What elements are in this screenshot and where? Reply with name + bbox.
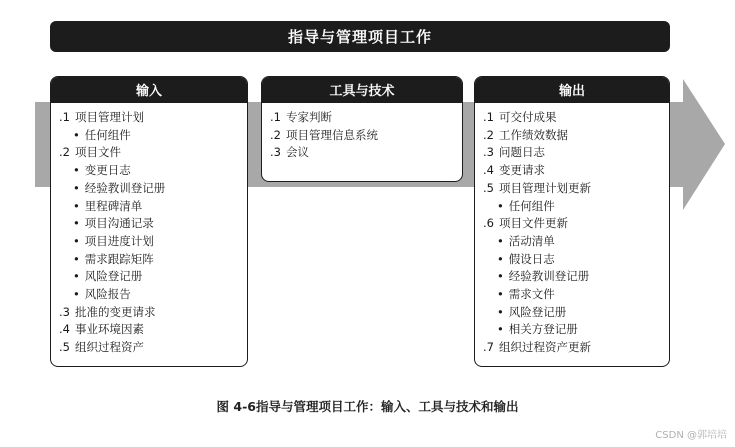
item-number: .3: [270, 145, 281, 160]
list-item: [483, 180, 669, 198]
outputs-header: 输出: [474, 76, 670, 103]
item-number: .1: [270, 110, 281, 124]
sub-list-item: [59, 198, 247, 216]
sub-list-item: [483, 268, 669, 286]
sub-list-item: [59, 286, 247, 304]
item-text: 组织过程资产: [75, 340, 144, 355]
list-item: [59, 144, 247, 162]
sub-list-item: [483, 304, 669, 322]
sub-list-item: [483, 321, 669, 339]
sub-list-item: [483, 251, 669, 269]
item-number: .1: [483, 110, 494, 124]
sub-item-text: 任何组件: [84, 127, 131, 142]
sub-item-text: 任何组件: [508, 198, 555, 213]
inputs-list: [51, 103, 247, 357]
item-number: .2: [59, 145, 70, 160]
item-number: .3: [59, 304, 70, 319]
outputs-panel: [474, 76, 670, 367]
list-item: [483, 339, 669, 357]
outputs-list: [475, 103, 669, 357]
sub-item-text: 风险登记册: [508, 304, 567, 319]
item-number: .4: [483, 163, 494, 178]
sub-item-text: 活动清单: [508, 233, 555, 248]
list-item: [270, 127, 462, 145]
item-text: 批准的变更请求: [75, 304, 156, 319]
item-number: .4: [59, 322, 70, 337]
item-text: 专家判断: [286, 110, 332, 124]
sub-item-text: 项目沟通记录: [84, 216, 154, 231]
list-item: [59, 321, 247, 339]
list-item: [59, 339, 247, 357]
item-number: .5: [59, 340, 70, 355]
sub-item-text: 风险报告: [84, 287, 131, 302]
item-number: .2: [270, 127, 281, 142]
list-item: [483, 127, 669, 145]
list-item: [483, 109, 669, 127]
sub-item-text: 风险登记册: [84, 269, 143, 284]
sub-item-text: 需求文件: [508, 287, 555, 302]
sub-item-text: 项目进度计划: [84, 233, 154, 248]
item-text: 项目文件更新: [499, 216, 568, 231]
inputs-header: 输入: [50, 76, 248, 103]
sub-item-text: 经验教训登记册: [84, 180, 166, 195]
sub-list-item: [59, 251, 247, 269]
sub-list-item: [483, 198, 669, 216]
item-number: .1: [59, 110, 70, 124]
item-text: 可交付成果: [499, 110, 557, 124]
item-text: 问题日志: [499, 145, 545, 160]
item-number: .3: [483, 145, 494, 160]
list-item: [59, 304, 247, 322]
item-text: 项目管理计划: [75, 110, 144, 124]
list-item: [483, 162, 669, 180]
sub-list-item: [59, 180, 247, 198]
sub-item-text: 经验教训登记册: [508, 269, 590, 284]
sub-list-item: [483, 286, 669, 304]
item-text: 项目文件: [75, 145, 121, 160]
item-text: 变更请求: [499, 163, 545, 178]
sub-list-item: [59, 233, 247, 251]
item-text: 会议: [286, 145, 309, 160]
tools-panel: [261, 76, 463, 182]
inputs-panel: [50, 76, 248, 367]
list-item: [483, 144, 669, 162]
list-item: [483, 215, 669, 233]
item-text: 组织过程资产更新: [499, 340, 591, 355]
sub-item-text: 变更日志: [84, 163, 131, 178]
tools-list: [262, 103, 462, 162]
sub-item-text: 假设日志: [508, 251, 555, 266]
item-text: 项目管理计划更新: [499, 180, 591, 195]
sub-item-text: 需求跟踪矩阵: [84, 251, 154, 266]
item-text: 工作绩效数据: [499, 127, 568, 142]
item-number: .5: [483, 180, 494, 195]
sub-list-item: [483, 233, 669, 251]
item-text: 事业环境因素: [75, 322, 144, 337]
watermark: CSDN @郭培培: [655, 430, 727, 441]
sub-list-item: [59, 162, 247, 180]
sub-item-text: 里程碑清单: [84, 198, 143, 213]
sub-list-item: [59, 268, 247, 286]
item-number: .6: [483, 216, 494, 231]
item-text: 项目管理信息系统: [286, 127, 378, 142]
figure-caption: 图 4-6指导与管理项目工作：输入、工具与技术和输出: [216, 399, 519, 414]
diagram-title: 指导与管理项目工作: [50, 21, 670, 52]
list-item: [270, 109, 462, 127]
item-number: .7: [483, 340, 494, 355]
list-item: [59, 109, 247, 127]
sub-item-text: 相关方登记册: [508, 322, 578, 337]
list-item: [270, 144, 462, 162]
sub-list-item: [59, 127, 247, 145]
item-number: .2: [483, 127, 494, 142]
tools-header: 工具与技术: [261, 76, 463, 103]
sub-list-item: [59, 215, 247, 233]
